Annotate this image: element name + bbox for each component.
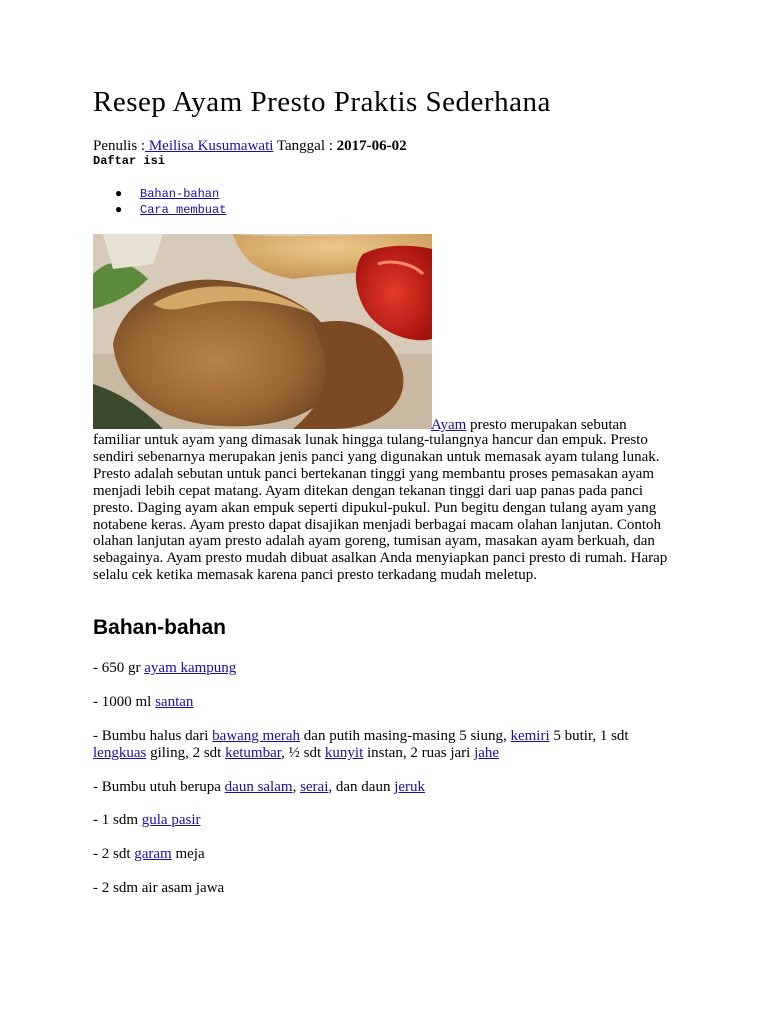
ingredient-text: - Bumbu utuh berupa <box>93 779 225 795</box>
toc-item <box>93 186 226 202</box>
ingredient-text: , ½ sdt <box>281 745 325 761</box>
article-meta <box>93 138 407 155</box>
ingredient-item <box>93 779 678 796</box>
ingredient-link[interactable]: kemiri <box>510 728 550 744</box>
page-title: Resep Ayam Presto Praktis Sederhana <box>93 86 551 118</box>
ingredient-text: , <box>292 779 301 795</box>
ingredient-link[interactable]: gula pasir <box>141 812 201 828</box>
author-link[interactable]: Meilisa Kusumawati <box>145 138 274 154</box>
ingredient-text: - 2 sdm air asam jawa <box>93 880 225 896</box>
fried-chicken-photo-icon <box>93 234 432 429</box>
toc-item <box>93 202 226 218</box>
ingredient-link[interactable]: lengkuas <box>93 745 147 761</box>
ingredient-text: - 1000 ml <box>93 694 156 710</box>
ingredient-item <box>93 728 678 762</box>
ingredient-text: - 650 gr <box>93 660 145 676</box>
ingredient-link[interactable]: serai <box>300 779 329 795</box>
ingredient-item <box>93 694 678 711</box>
ingredient-item <box>93 880 678 897</box>
intro-paragraph: familiar untuk ayam yang dimasak lunak hingga tulang-tulangnya hancur dan empuk. Presto sendiri sebenarnya merupakan jenis panci yang digunakan untuk memasak ayam tulang lunak. Presto adalah sebutan untuk panci bertekanan tinggi yang membantu proses pemasakan ayam menjadi lebih cepat matang. Ayam ditekan dengan tekanan tinggi dari uap panas pada panci presto. Daging ayam akan empuk seperti dipukul-pukul. Pun begitu dengan tulang ayam yang notabene keras. Ayam presto dapat disajikan menjadi berbagai macam olahan lanjutan. Contoh olahan lanjutan ayam presto adalah ayam goreng, tumisan ayam, masakan ayam berkuah, dan sebagainya. Ayam presto mudah dibuat asalkan Anda menyiapkan panci presto di rumah. Harap selalu cek ketika memasak karena panci presto terkadang mudah meletup. <box>93 432 668 584</box>
ingredient-text: - 2 sdt <box>93 846 135 862</box>
table-of-contents <box>93 186 226 218</box>
intro-first-text: presto merupakan sebutan <box>466 417 627 433</box>
toc-heading: Daftar isi <box>93 154 166 168</box>
ingredient-link[interactable]: ayam kampung <box>144 660 237 676</box>
ingredient-link[interactable]: santan <box>155 694 194 710</box>
bullet-icon: ● <box>115 187 123 201</box>
section-heading-bahan-bahan: Bahan-bahan <box>93 616 227 639</box>
bullet-icon: ● <box>115 203 123 217</box>
date-label: Tanggal : <box>273 138 333 154</box>
ingredient-link[interactable]: garam <box>134 846 172 862</box>
ingredient-text: , dan daun <box>328 779 395 795</box>
ingredient-item <box>93 660 678 677</box>
ingredient-text: - 1 sdm <box>93 812 142 828</box>
fried-chicken-photo <box>93 234 432 429</box>
toc-link-bahan-bahan[interactable]: Bahan-bahan <box>140 187 220 201</box>
ingredient-link[interactable]: jahe <box>474 745 500 761</box>
toc-link-cara-membuat[interactable]: Cara membuat <box>140 203 227 217</box>
ingredient-link[interactable]: kunyit <box>324 745 364 761</box>
ingredient-text: meja <box>171 846 205 862</box>
ingredient-link[interactable]: daun salam <box>224 779 293 795</box>
ingredient-text: - Bumbu halus dari <box>93 728 213 744</box>
author-label: Penulis : <box>93 138 146 154</box>
ingredient-text: dan putih masing-masing 5 siung, <box>300 728 511 744</box>
ingredient-text: instan, 2 ruas jari <box>363 745 475 761</box>
ingredient-link[interactable]: jeruk <box>394 779 426 795</box>
ingredient-link[interactable]: ketumbar <box>225 745 282 761</box>
ingredient-text: 5 butir, 1 sdt <box>549 728 629 744</box>
intro-link-ayam[interactable]: Ayam <box>431 417 467 433</box>
ingredient-item <box>93 812 678 829</box>
intro-first-line <box>431 417 627 433</box>
date-value: 2017-06-02 <box>336 138 407 154</box>
ingredient-item <box>93 846 678 863</box>
ingredient-link[interactable]: bawang merah <box>212 728 301 744</box>
ingredient-text: giling, 2 sdt <box>146 745 226 761</box>
